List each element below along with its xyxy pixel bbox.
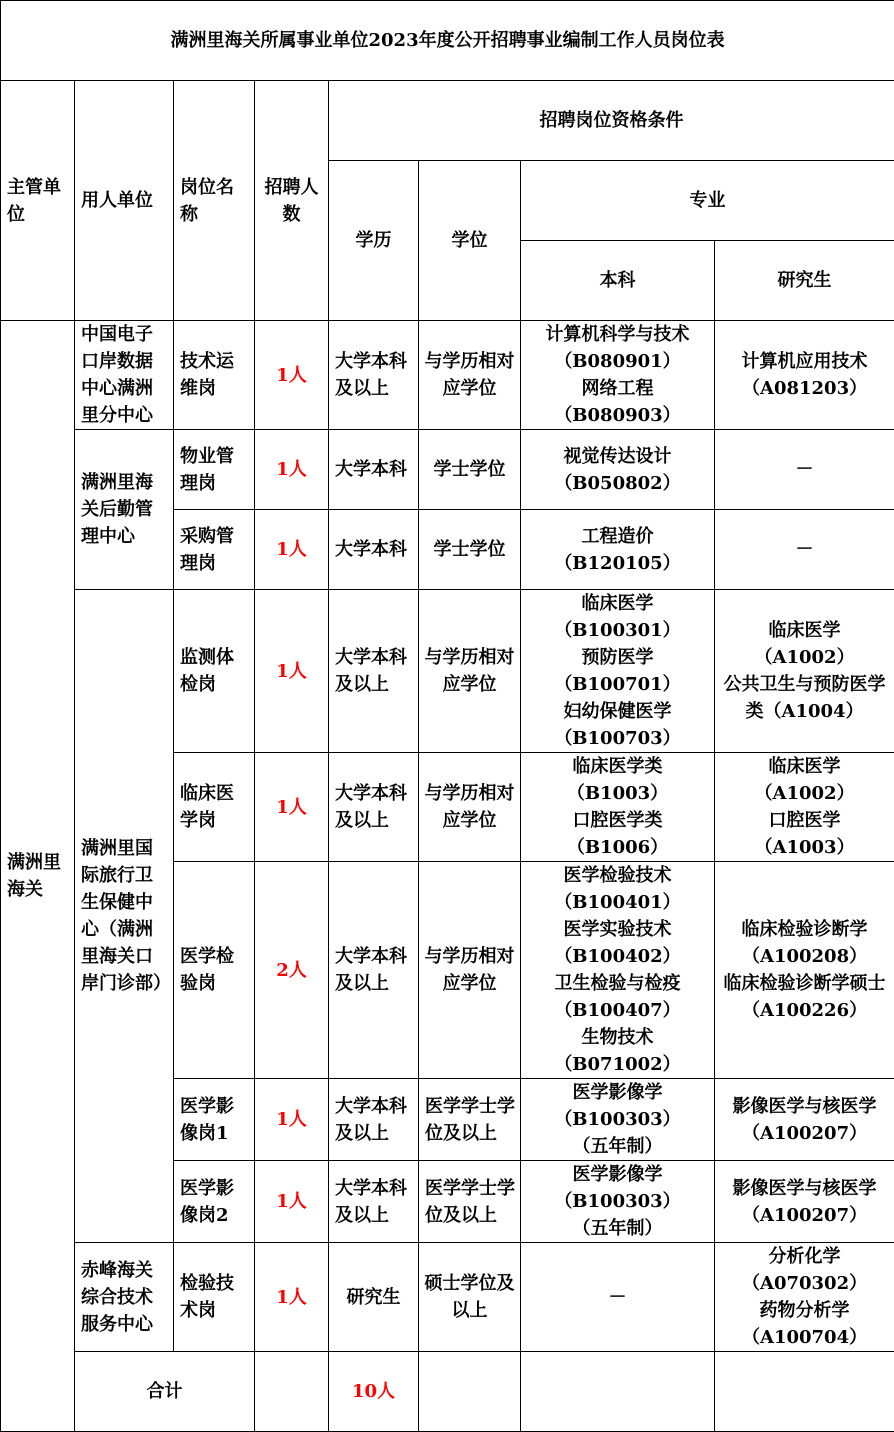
header-employer: 用人单位 [75, 81, 174, 321]
major-line: 医学实验技术 [524, 916, 711, 943]
count-cell: 1人 [255, 510, 329, 590]
graduate-major-cell [715, 430, 894, 510]
undergrad-major-cell [521, 321, 715, 430]
major-line: 计算机科学与技术 [524, 321, 711, 348]
degree-cell: 与学历相对应学位 [419, 753, 521, 862]
header-supervisor: 主管单位 [1, 81, 75, 321]
graduate-major-cell [715, 1161, 894, 1243]
major-line: （A1002） [718, 644, 891, 671]
major-line: 视觉传达设计 [524, 443, 711, 470]
count-cell: 1人 [255, 753, 329, 862]
count-cell: 1人 [255, 590, 329, 753]
empty-cell [255, 1352, 329, 1432]
major-line: （五年制） [524, 1133, 711, 1160]
major-line: 影像医学与核医学（A100207） [718, 1175, 891, 1229]
table-row [1, 590, 894, 753]
major-line: （A070302） [718, 1270, 891, 1297]
position-cell: 物业管理岗 [174, 430, 255, 510]
count-cell: 1人 [255, 321, 329, 430]
undergrad-major-cell [521, 1079, 715, 1161]
major-line: （A100208） [718, 943, 891, 970]
education-cell: 大学本科及以上 [329, 321, 419, 430]
major-line: （B100703） [524, 725, 711, 752]
total-count: 10人 [329, 1352, 419, 1432]
major-line: （A1002） [718, 780, 891, 807]
undergrad-major-cell [521, 1243, 715, 1352]
header-major: 专业 [521, 161, 894, 241]
undergrad-major-cell [521, 430, 715, 510]
major-line: 临床检验诊断学 [718, 916, 891, 943]
major-line: （五年制） [524, 1215, 711, 1242]
major-line: （B050802） [524, 470, 711, 497]
major-line: 医学检验技术 [524, 862, 711, 889]
employer-cell: 满洲里国际旅行卫生保健中心（满洲里海关口岸门诊部） [75, 590, 174, 1243]
header-count: 招聘人数 [255, 81, 329, 321]
table-row [1, 430, 894, 510]
position-cell: 医学影像岗1 [174, 1079, 255, 1161]
count-cell: 2人 [255, 862, 329, 1079]
major-line: 公共卫生与预防医学类（A1004） [718, 671, 891, 725]
major-line: 临床医学 [718, 617, 891, 644]
major-line: 分析化学 [718, 1243, 891, 1270]
count-cell: 1人 [255, 1079, 329, 1161]
major-line: （B100303） [524, 1188, 711, 1215]
major-line: 卫生检验与检疫 [524, 970, 711, 997]
major-line: （B100401） [524, 889, 711, 916]
position-cell: 医学影像岗2 [174, 1161, 255, 1243]
header-graduate: 研究生 [715, 241, 894, 321]
major-line: （B100407） [524, 997, 711, 1024]
major-line: 预防医学 [524, 644, 711, 671]
education-cell: 研究生 [329, 1243, 419, 1352]
header-qualifications: 招聘岗位资格条件 [329, 81, 894, 161]
employer-cell: 满洲里海关后勤管理中心 [75, 430, 174, 590]
major-line: 临床医学类 [524, 753, 711, 780]
major-line: （A100704） [718, 1324, 891, 1351]
major-line: 计算机应用技术 [718, 348, 891, 375]
education-cell: 大学本科及以上 [329, 590, 419, 753]
education-cell: 大学本科及以上 [329, 1161, 419, 1243]
graduate-major-cell [715, 321, 894, 430]
major-line: 临床医学 [524, 590, 711, 617]
major-line: 药物分析学 [718, 1297, 891, 1324]
education-cell: 大学本科及以上 [329, 753, 419, 862]
major-line: （B120105） [524, 550, 711, 577]
degree-cell: 医学学士学位及以上 [419, 1079, 521, 1161]
major-line: 影像医学与核医学（A100207） [718, 1093, 891, 1147]
position-cell: 采购管理岗 [174, 510, 255, 590]
graduate-major-cell [715, 510, 894, 590]
header-undergrad: 本科 [521, 241, 715, 321]
major-line: （A081203） [718, 375, 891, 402]
header-education: 学历 [329, 161, 419, 321]
major-line: － [524, 1284, 711, 1311]
major-line: 生物技术 [524, 1024, 711, 1051]
table-title: 满洲里海关所属事业单位2023年度公开招聘事业编制工作人员岗位表 [1, 1, 894, 81]
count-cell: 1人 [255, 1161, 329, 1243]
table-row [1, 321, 894, 430]
major-line: （B071002） [524, 1051, 711, 1078]
major-line: （B100701） [524, 671, 711, 698]
major-line: 工程造价 [524, 523, 711, 550]
degree-cell: 硕士学位及以上 [419, 1243, 521, 1352]
degree-cell: 与学历相对应学位 [419, 321, 521, 430]
position-cell: 医学检验岗 [174, 862, 255, 1079]
major-line: 口腔医学 [718, 807, 891, 834]
major-line: 医学影像学 [524, 1161, 711, 1188]
degree-cell: 学士学位 [419, 510, 521, 590]
undergrad-major-cell [521, 862, 715, 1079]
education-cell: 大学本科 [329, 430, 419, 510]
degree-cell: 与学历相对应学位 [419, 590, 521, 753]
major-line: 临床医学 [718, 753, 891, 780]
major-line: （B100303） [524, 1106, 711, 1133]
major-line: 网络工程 [524, 375, 711, 402]
supervisor-cell: 满洲里海关 [1, 321, 75, 1432]
major-line: （A100226） [718, 997, 891, 1024]
position-cell: 检验技术岗 [174, 1243, 255, 1352]
major-line: （B100301） [524, 617, 711, 644]
major-line: （B080903） [524, 402, 711, 429]
degree-cell: 与学历相对应学位 [419, 862, 521, 1079]
table-row [1, 1243, 894, 1352]
header-position: 岗位名称 [174, 81, 255, 321]
education-cell: 大学本科及以上 [329, 1079, 419, 1161]
graduate-major-cell [715, 862, 894, 1079]
position-cell: 监测体检岗 [174, 590, 255, 753]
major-line: （A1003） [718, 834, 891, 861]
header-degree: 学位 [419, 161, 521, 321]
total-label: 合计 [75, 1352, 255, 1432]
graduate-major-cell [715, 1243, 894, 1352]
major-line: 妇幼保健医学 [524, 698, 711, 725]
major-line: （B080901） [524, 348, 711, 375]
graduate-major-cell [715, 1079, 894, 1161]
education-cell: 大学本科及以上 [329, 862, 419, 1079]
major-line: （B100402） [524, 943, 711, 970]
employer-cell: 赤峰海关综合技术服务中心 [75, 1243, 174, 1352]
undergrad-major-cell [521, 1161, 715, 1243]
employer-cell: 中国电子口岸数据中心满洲里分中心 [75, 321, 174, 430]
empty-cell [715, 1352, 894, 1432]
major-line: － [718, 456, 891, 483]
empty-cell [419, 1352, 521, 1432]
graduate-major-cell [715, 590, 894, 753]
graduate-major-cell [715, 753, 894, 862]
undergrad-major-cell [521, 510, 715, 590]
major-line: 医学影像学 [524, 1079, 711, 1106]
major-line: （B1006） [524, 834, 711, 861]
major-line: （B1003） [524, 780, 711, 807]
total-row [1, 1352, 894, 1432]
education-cell: 大学本科 [329, 510, 419, 590]
undergrad-major-cell [521, 590, 715, 753]
major-line: － [718, 536, 891, 563]
major-line: 临床检验诊断学硕士 [718, 970, 891, 997]
position-cell: 技术运维岗 [174, 321, 255, 430]
major-line: 口腔医学类 [524, 807, 711, 834]
degree-cell: 医学学士学位及以上 [419, 1161, 521, 1243]
empty-cell [521, 1352, 715, 1432]
count-cell: 1人 [255, 430, 329, 510]
undergrad-major-cell [521, 753, 715, 862]
degree-cell: 学士学位 [419, 430, 521, 510]
count-cell: 1人 [255, 1243, 329, 1352]
position-cell: 临床医学岗 [174, 753, 255, 862]
